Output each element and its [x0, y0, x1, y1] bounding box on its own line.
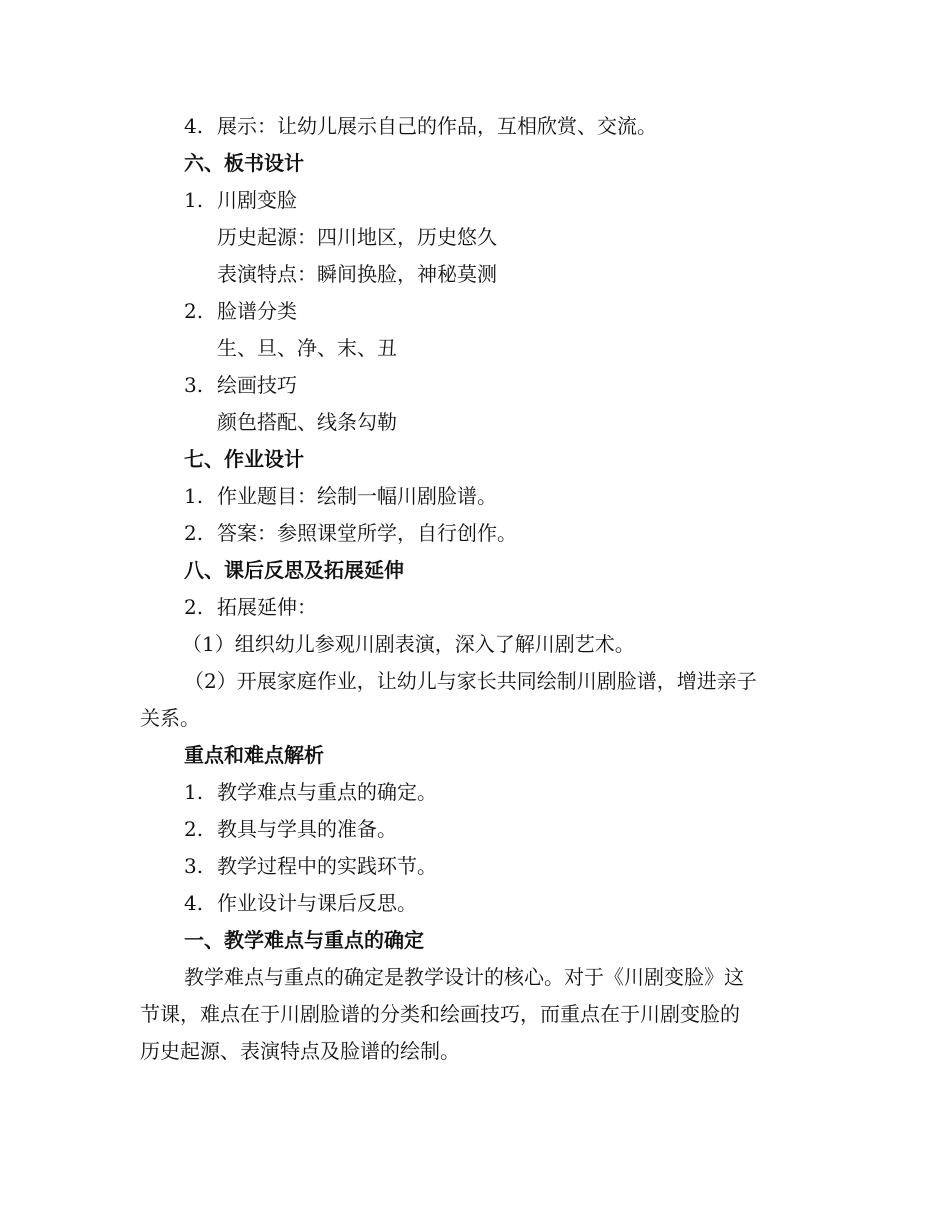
list-number: 3.	[184, 373, 204, 397]
paragraph-line: 教学难点与重点的确定是教学设计的核心。对于《川剧变脸》这	[184, 965, 744, 989]
list-number: 2.	[184, 595, 204, 619]
list-text: 教学难点与重点的确定。	[217, 780, 437, 804]
list-number: 1.	[184, 484, 204, 508]
list-item	[184, 888, 417, 918]
paragraph-line: 关系。	[140, 706, 200, 730]
list-number: 3.	[184, 854, 204, 878]
list-item	[184, 777, 437, 807]
paragraph-line: 生、旦、净、末、丑	[217, 336, 397, 360]
list-item	[184, 185, 297, 215]
paragraph-line: 表演特点：瞬间换脸，神秘莫测	[217, 262, 497, 286]
list-item	[184, 851, 437, 881]
list-number: 1.	[184, 188, 204, 212]
list-item	[184, 518, 517, 548]
list-item	[184, 481, 497, 511]
list-text: 教具与学具的准备。	[217, 817, 397, 841]
list-text: 教学过程中的实践环节。	[217, 854, 437, 878]
list-text: 川剧变脸	[217, 188, 297, 212]
paragraph-line: （1）组织幼儿参观川剧表演，深入了解川剧艺术。	[182, 632, 635, 656]
list-item	[184, 592, 317, 622]
list-text: 答案：参照课堂所学，自行创作。	[217, 521, 517, 545]
list-text: 作业题目：绘制一幅川剧脸谱。	[217, 484, 497, 508]
list-number: 2.	[184, 521, 204, 545]
section-heading-7: 七、作业设计	[184, 447, 304, 471]
list-number: 2.	[184, 817, 204, 841]
list-text: 展示：让幼儿展示自己的作品，互相欣赏、交流。	[217, 114, 657, 138]
list-text: 绘画技巧	[217, 373, 297, 397]
paragraph-line: 节课，难点在于川剧脸谱的分类和绘画技巧，而重点在于川剧变脸的	[140, 1002, 740, 1026]
section-heading-6: 六、板书设计	[184, 151, 304, 175]
list-number: 2.	[184, 299, 204, 323]
section-heading-8: 八、课后反思及拓展延伸	[184, 558, 404, 582]
list-text: 脸谱分类	[217, 299, 297, 323]
list-item	[184, 814, 397, 844]
paragraph-line: 颜色搭配、线条勾勒	[217, 410, 397, 434]
section-heading-1: 一、教学难点与重点的确定	[184, 928, 424, 952]
paragraph-line: 历史起源、表演特点及脸谱的绘制。	[140, 1039, 460, 1063]
list-number: 1.	[184, 780, 204, 804]
list-number: 4.	[184, 891, 204, 915]
paragraph-line: 历史起源：四川地区，历史悠久	[217, 225, 497, 249]
list-text: 拓展延伸：	[217, 595, 317, 619]
section-heading-key-points: 重点和难点解析	[184, 743, 324, 767]
list-text: 作业设计与课后反思。	[217, 891, 417, 915]
list-number: 4.	[184, 114, 204, 138]
list-item	[184, 296, 297, 326]
list-item	[184, 370, 297, 400]
paragraph-line: （2）开展家庭作业，让幼儿与家长共同绘制川剧脸谱，增进亲子	[184, 669, 757, 693]
list-item	[184, 111, 657, 141]
